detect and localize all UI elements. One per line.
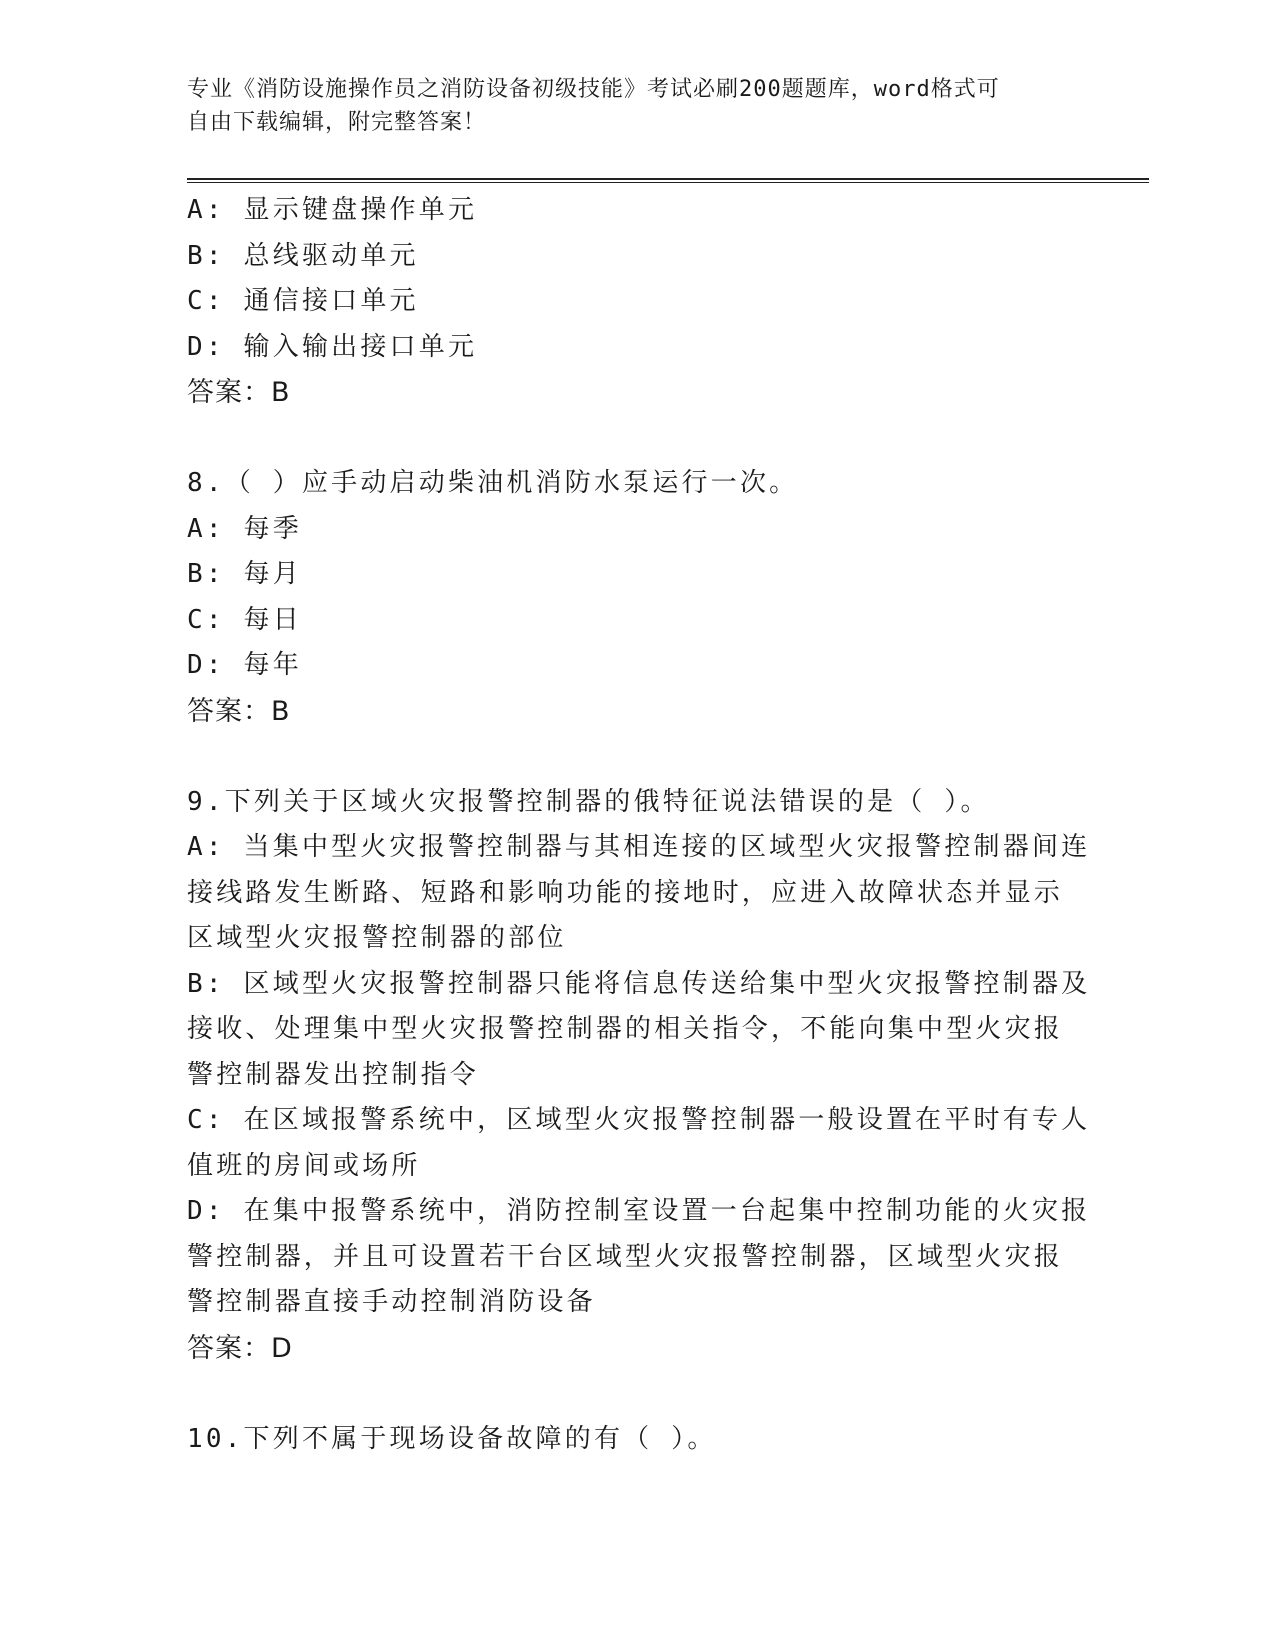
option-b-line-3: 警控制器发出控制指令 xyxy=(187,1059,480,1090)
question-9 xyxy=(187,780,1091,1372)
option-d-line-3: 警控制器直接手动控制消防设备 xyxy=(187,1287,596,1317)
answer: 答案：B xyxy=(187,695,291,727)
header-line-1: 专业《消防设施操作员之消防设备初级技能》考试必刷200题题库，word格式可 xyxy=(187,77,1000,102)
option-a-line-3: 区域型火灾报警控制器的部位 xyxy=(187,923,567,953)
option-b: B: 总线驱动单元 xyxy=(187,240,419,271)
option-d-line-1: D: 在集中报警系统中，消防控制室设置一台起集中控制功能的火灾报 xyxy=(187,1196,1091,1226)
document-header xyxy=(187,73,1067,139)
option-a-line-1: A: 当集中型火灾报警控制器与其相连接的区域型火灾报警控制器间连 xyxy=(187,832,1091,862)
option-c-line-1: C: 在区域报警系统中，区域型火灾报警控制器一般设置在平时有专人 xyxy=(187,1105,1091,1135)
question-title: 8.（ ）应手动启动柴油机消防水泵运行一次。 xyxy=(187,468,799,498)
spacer xyxy=(187,1371,1087,1417)
answer: 答案：D xyxy=(187,1332,293,1364)
option-d: D: 输入输出接口单元 xyxy=(187,331,478,362)
question-title: 10.下列不属于现场设备故障的有（ ）。 xyxy=(187,1423,717,1454)
header-line-2: 自由下载编辑，附完整答案！ xyxy=(187,110,487,135)
spacer xyxy=(187,416,1087,462)
option-d: D: 每年 xyxy=(187,650,302,680)
question-10 xyxy=(187,1417,1087,1463)
option-b: B: 每月 xyxy=(187,559,302,589)
spacer xyxy=(187,734,1087,780)
option-b-line-1: B: 区域型火灾报警控制器只能将信息传送给集中型火灾报警控制器及 xyxy=(187,968,1091,999)
document-body xyxy=(187,188,1091,1462)
answer: 答案：B xyxy=(187,377,291,408)
question-8 xyxy=(187,461,1087,734)
question-7 xyxy=(187,188,1087,416)
option-b-line-2: 接收、处理集中型火灾报警控制器的相关指令，不能向集中型火灾报 xyxy=(187,1014,1064,1044)
question-title: 9.下列关于区域火灾报警控制器的俄特征说法错误的是（ ）。 xyxy=(187,786,990,817)
option-a: A: 每季 xyxy=(187,513,302,544)
option-c: C: 每日 xyxy=(187,604,302,635)
header-divider xyxy=(187,178,1149,183)
option-c: C: 通信接口单元 xyxy=(187,286,419,316)
option-a: A: 显示键盘操作单元 xyxy=(187,195,478,225)
option-d-line-2: 警控制器，并且可设置若干台区域型火灾报警控制器，区域型火灾报 xyxy=(187,1241,1064,1272)
option-a-line-2: 接线路发生断路、短路和影响功能的接地时，应进入故障状态并显示 xyxy=(187,877,1064,908)
option-c-line-2: 值班的房间或场所 xyxy=(187,1150,421,1181)
